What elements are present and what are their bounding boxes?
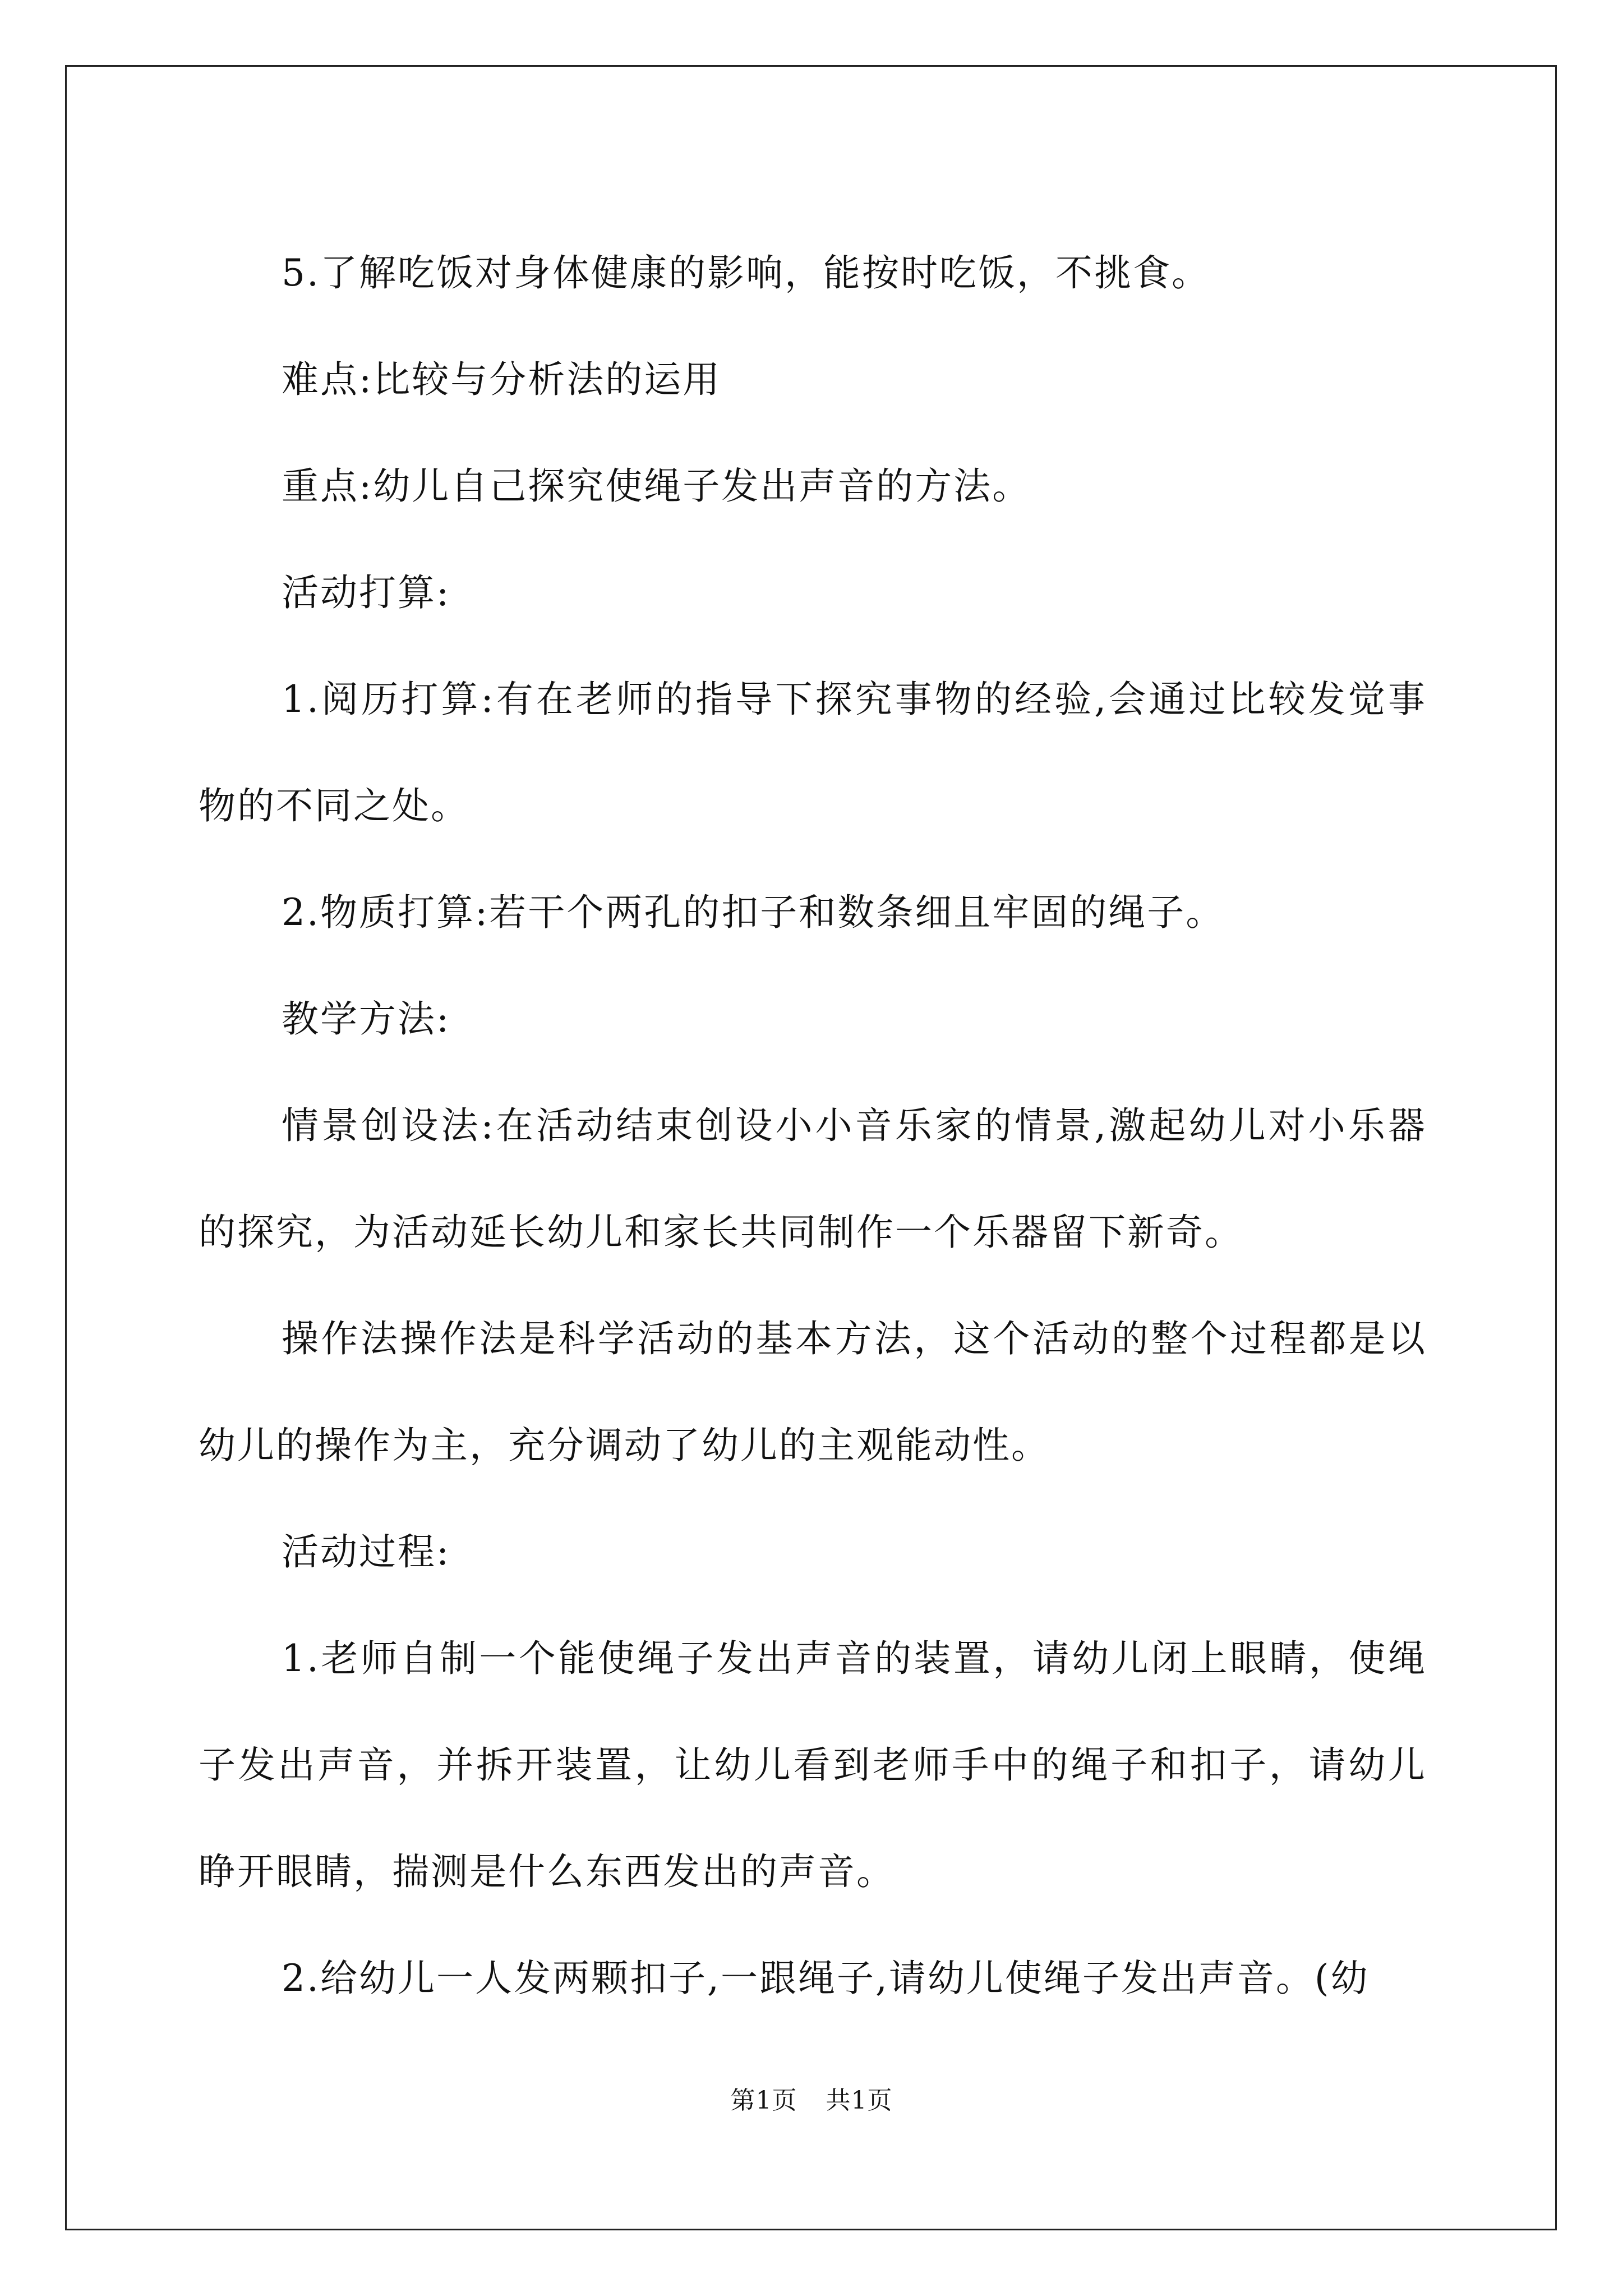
paragraph-5: 1.阅历打算:有在老师的指导下探究事物的经验,会通过比较发觉事物的不同之处。 xyxy=(199,678,1427,827)
paragraph-8: 情景创设法:在活动结束创设小小音乐家的情景,激起幼儿对小乐器的探究，为活动延长幼儿和家长共同制作一个乐器留下新奇。 xyxy=(199,1104,1427,1254)
paragraph-6: 2.物质打算:若干个两孔的扣子和数条细且牢固的绳子。 xyxy=(282,891,1225,934)
paragraph-3: 重点:幼儿自己探究使绳子发出声音的方法。 xyxy=(282,464,1031,508)
page-number-total: 共1页 xyxy=(826,2086,893,2115)
page-footer xyxy=(0,2080,1623,2116)
paragraph-10: 活动过程: xyxy=(282,1530,451,1573)
paragraph-1: 5.了解吃饭对身体健康的影响，能按时吃饭，不挑食。 xyxy=(282,251,1210,295)
page-number-current: 第1页 xyxy=(730,2086,797,2115)
paragraph-9: 操作法操作法是科学活动的基本方法，这个活动的整个过程都是以幼儿的操作为主，充分调动了幼儿的主观能动性。 xyxy=(199,1317,1427,1467)
document-body xyxy=(199,220,1427,2032)
paragraph-7: 教学方法: xyxy=(282,997,451,1041)
paragraph-12: 2.给幼儿一人发两颗扣子,一跟绳子,请幼儿使绳子发出声音。(幼 xyxy=(282,1957,1370,2000)
paragraph-2: 难点:比较与分析法的运用 xyxy=(282,358,722,401)
paragraph-11: 1.老师自制一个能使绳子发出声音的装置，请幼儿闭上眼睛，使绳子发出声音，并拆开装置，让幼儿看到老师手中的绳子和扣子，请幼儿睁开眼睛，揣测是什么东西发出的声音。 xyxy=(199,1637,1427,1893)
paragraph-4: 活动打算: xyxy=(282,571,451,614)
